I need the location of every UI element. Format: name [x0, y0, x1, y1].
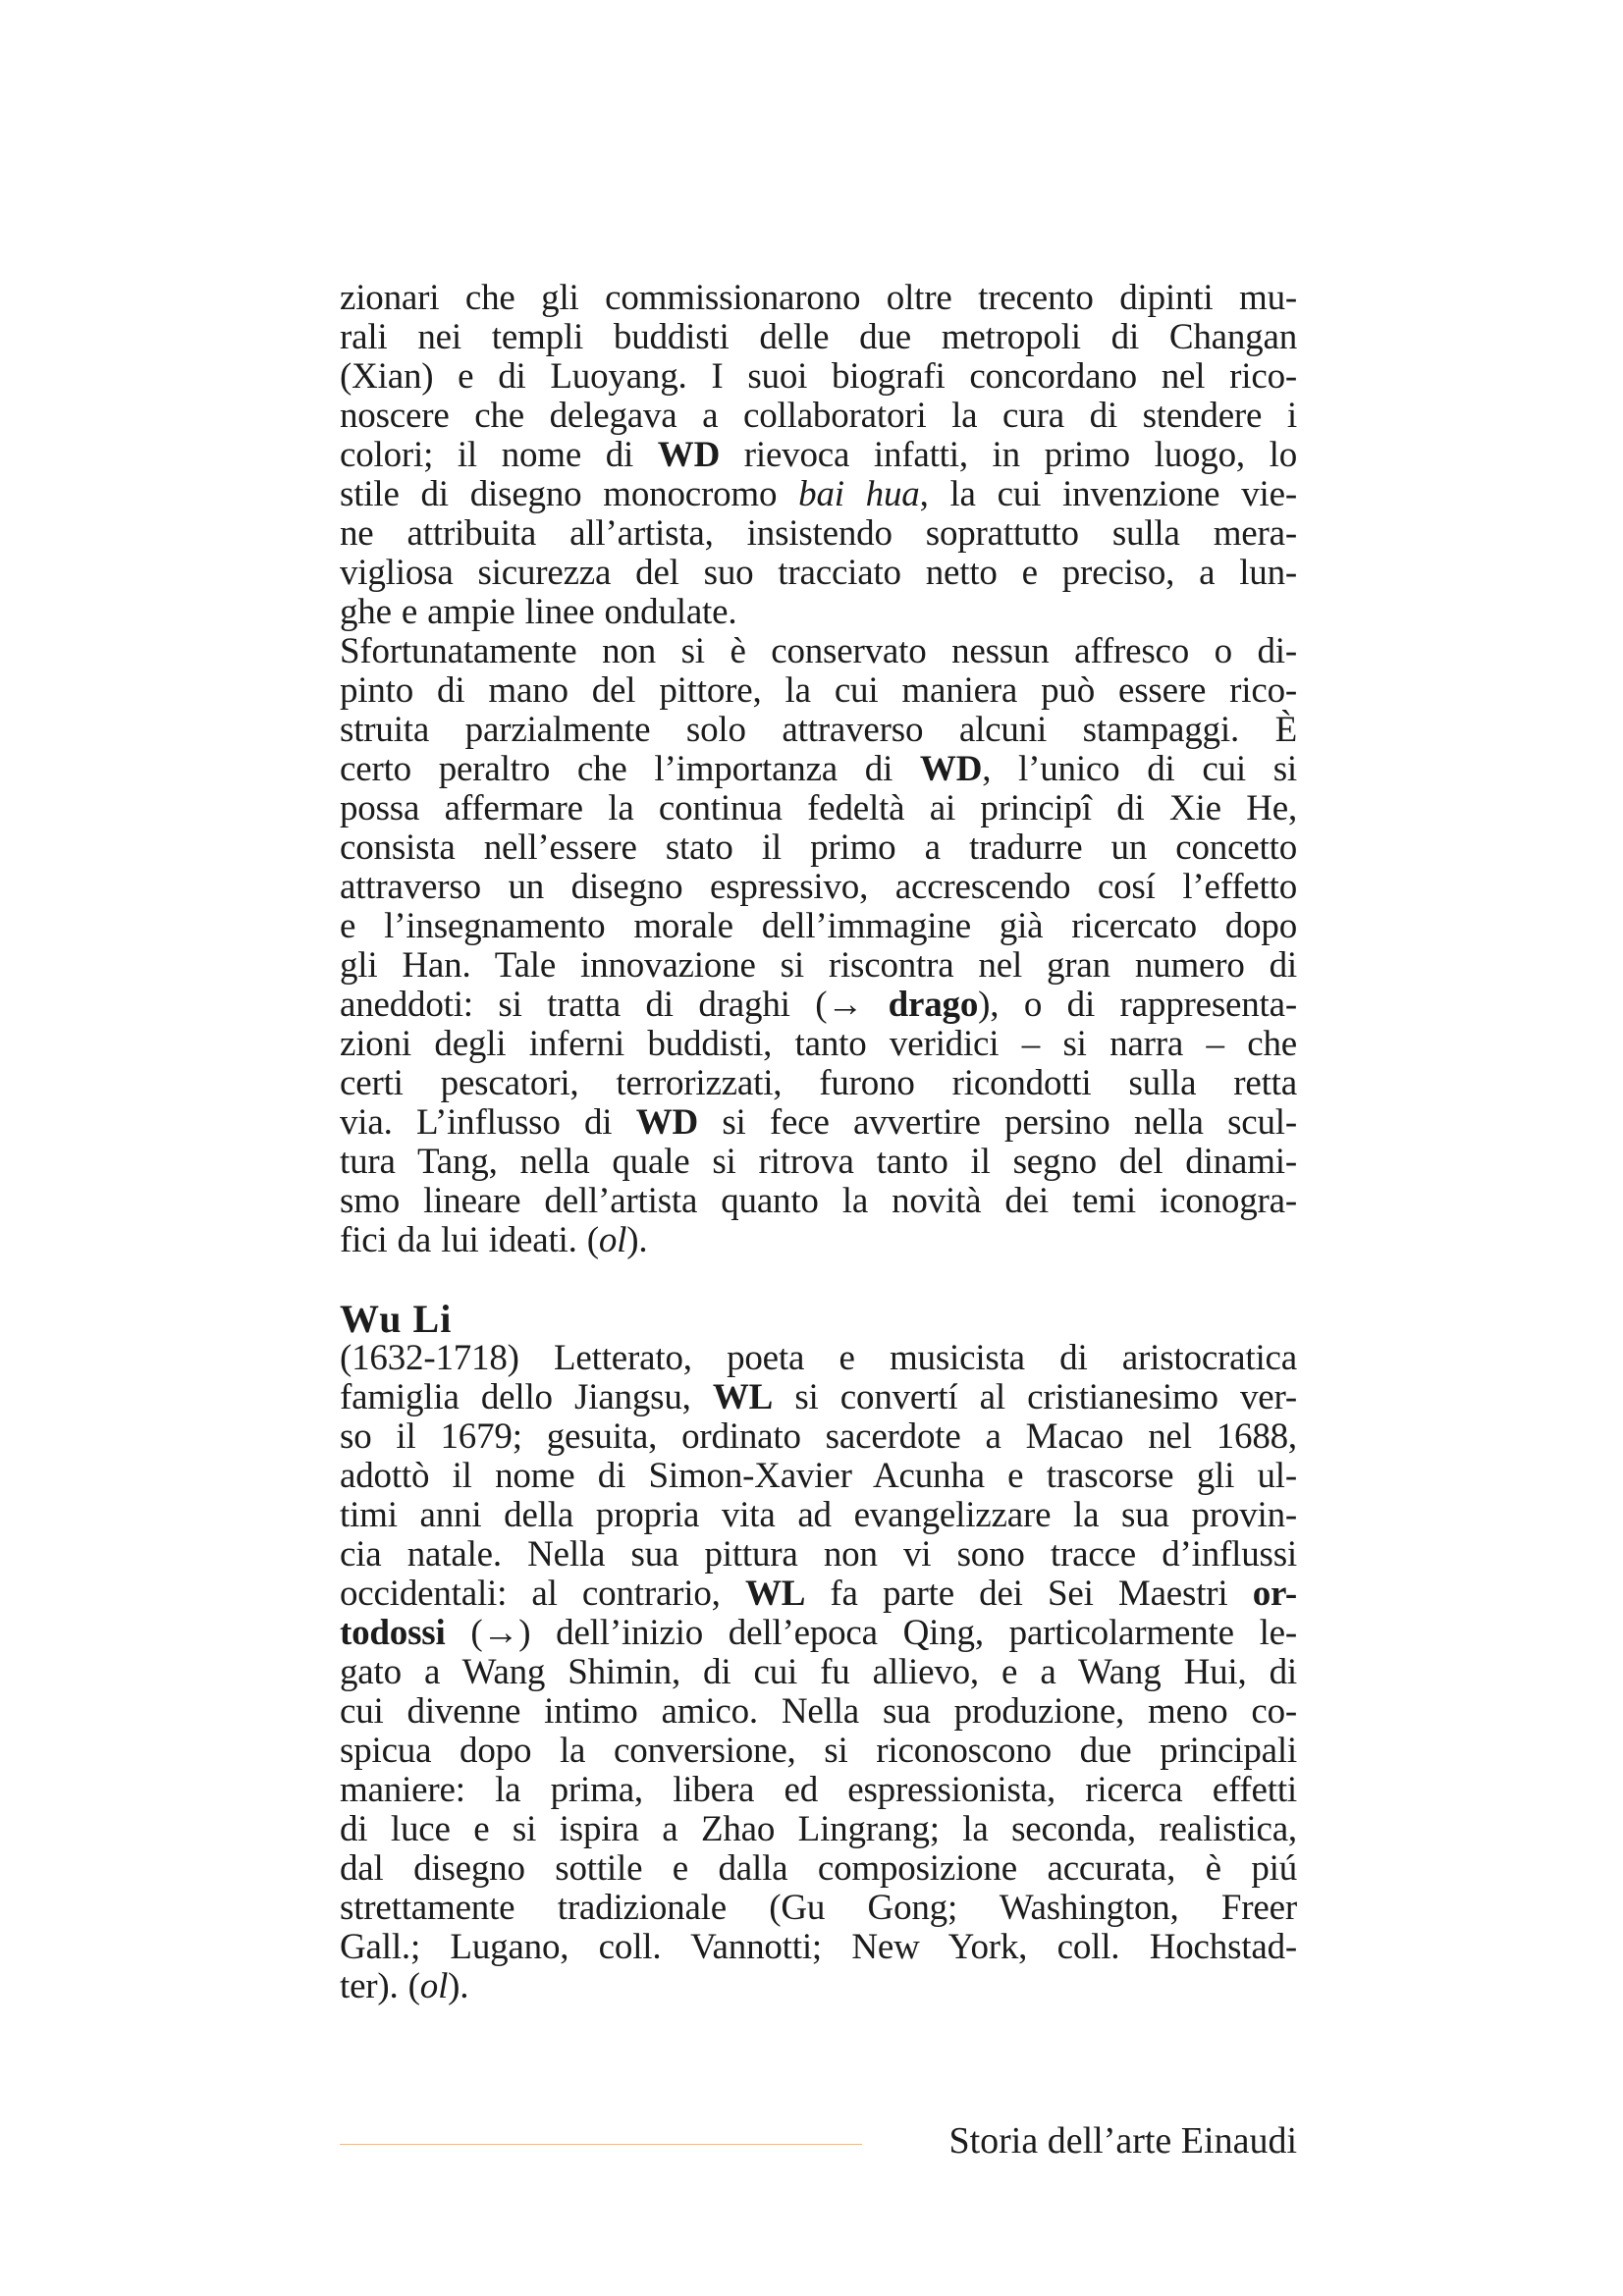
text-run: famiglia dello Jiangsu,: [340, 1377, 713, 1417]
text-line: [340, 593, 1297, 632]
text-run: , l’unico di cui si: [982, 749, 1297, 789]
entry-continued-text: [340, 279, 1297, 1260]
text-run: rievoca infatti, in primo luogo, lo: [720, 435, 1297, 475]
text-line: [340, 1457, 1297, 1496]
text-line: [340, 1496, 1297, 1535]
text-run: adottò il nome di Simon-Xavier Acunha e trascorse gli ul-: [340, 1456, 1297, 1496]
text-line: [340, 1967, 1297, 2006]
text-run: occidentali: al contrario,: [340, 1574, 745, 1614]
text-run: certo peraltro che l’importanza di: [340, 749, 920, 789]
text-run: struita parzialmente solo attraverso alcuni stampaggi. È: [340, 710, 1297, 750]
bold-text: WD: [635, 1102, 699, 1143]
text-run: (Xian) e di Luoyang. I suoi biografi concordano nel rico-: [340, 356, 1297, 397]
bold-text: drago: [888, 985, 979, 1025]
text-run: di luce e si ispira a Zhao Lingrang; la seconda, realistica,: [340, 1809, 1297, 1849]
bold-text: todossi: [340, 1613, 446, 1653]
text-run: strettamente tradizionale (Gu Gong; Washington, Freer: [340, 1888, 1297, 1928]
text-line: [340, 1221, 1297, 1260]
text-run: (→) dell’inizio dell’epoca Qing, particolarmente le-: [445, 1613, 1297, 1653]
text-run: colori; il nome di: [340, 435, 658, 475]
text-run: possa affermare la continua fedeltà ai principî di Xie He,: [340, 788, 1297, 828]
text-line: [340, 1928, 1297, 1967]
text-run: , la cui invenzione vie-: [919, 474, 1297, 514]
text-line: [340, 632, 1297, 671]
text-run: cia natale. Nella sua pittura non vi sono tracce d’influssi: [340, 1534, 1297, 1575]
text-line: [340, 986, 1297, 1025]
text-run: ne attribuita all’artista, insistendo soprattutto sulla mera-: [340, 513, 1297, 554]
text-run: si convertí al cristianesimo ver-: [773, 1377, 1297, 1417]
text-run: gato a Wang Shimin, di cui fu allievo, e a Wang Hui, di: [340, 1652, 1297, 1692]
text-run: consista nell’essere stato il primo a tradurre un concetto: [340, 828, 1297, 868]
text-line: [340, 1771, 1297, 1810]
entry-wu-li-text: [340, 1339, 1297, 2006]
text-line: [340, 671, 1297, 711]
text-run: spicua dopo la conversione, si riconoscono due principali: [340, 1731, 1297, 1771]
text-line: [340, 1417, 1297, 1457]
text-run: tura Tang, nella quale si ritrova tanto il segno del dinami-: [340, 1142, 1297, 1182]
text-run: ).: [448, 1966, 469, 2006]
bold-text: WL: [712, 1377, 774, 1417]
entry-separator: [340, 1260, 1297, 1300]
text-line: [340, 1103, 1297, 1143]
text-run: cui divenne intimo amico. Nella sua produzione, meno co-: [340, 1691, 1297, 1732]
bold-text: or-: [1252, 1574, 1297, 1614]
text-run: fici da lui ideati. (: [340, 1220, 599, 1260]
text-run: si fece avvertire persino nella scul-: [698, 1102, 1297, 1143]
text-line: [340, 1692, 1297, 1732]
text-run: zioni degli inferni buddisti, tanto veridici – si narra – che: [340, 1024, 1297, 1064]
text-line: [340, 1025, 1297, 1064]
text-run: timi anni della propria vita ad evangelizzare la sua provin-: [340, 1495, 1297, 1535]
text-run: noscere che delegava a collaboratori la cura di stendere i: [340, 396, 1297, 436]
text-run: rali nei templi buddisti delle due metropoli di Changan: [340, 317, 1297, 357]
text-line: [340, 946, 1297, 986]
text-line: [340, 1143, 1297, 1182]
text-run: pinto di mano del pittore, la cui maniera può essere rico-: [340, 670, 1297, 711]
text-line: [340, 1064, 1297, 1103]
italic-text: bai hua: [798, 474, 920, 514]
italic-text: ol: [419, 1966, 449, 2006]
text-line: [340, 868, 1297, 907]
italic-text: ol: [598, 1220, 627, 1260]
text-line: [340, 1339, 1297, 1378]
text-line: [340, 1182, 1297, 1221]
text-line: [340, 1575, 1297, 1614]
text-line: [340, 711, 1297, 750]
text-line: [340, 1378, 1297, 1417]
text-line: [340, 397, 1297, 436]
text-run: ).: [626, 1220, 648, 1260]
text-run: fa parte dei Sei Maestri: [805, 1574, 1253, 1614]
text-run: certi pescatori, terrorizzati, furono ricondotti sulla retta: [340, 1063, 1297, 1103]
text-line: [340, 1535, 1297, 1575]
text-run: zionari che gli commissionarono oltre trecento dipinti mu-: [340, 278, 1297, 318]
text-run: stile di disegno monocromo: [340, 474, 799, 514]
text-line: [340, 554, 1297, 593]
text-run: ), o di rappresenta-: [978, 985, 1297, 1025]
text-run: Gall.; Lugano, coll. Vannotti; New York, coll. Hochstad-: [340, 1927, 1297, 1967]
text-line: [340, 436, 1297, 475]
text-run: gli Han. Tale innovazione si riscontra nel gran numero di: [340, 945, 1297, 986]
text-run: aneddoti: si tratta di draghi (→: [340, 985, 889, 1025]
text-line: [340, 1810, 1297, 1849]
text-line: [340, 475, 1297, 514]
bold-text: WD: [919, 749, 983, 789]
text-line: [340, 1889, 1297, 1928]
text-line: [340, 279, 1297, 318]
text-run: ghe e ampie linee ondulate.: [340, 592, 737, 632]
text-line: [340, 828, 1297, 868]
text-line: [340, 750, 1297, 789]
text-run: so il 1679; gesuita, ordinato sacerdote a Macao nel 1688,: [340, 1416, 1297, 1457]
text-line: [340, 1653, 1297, 1692]
text-run: (1632-1718) Letterato, poeta e musicista di aristocratica: [340, 1338, 1297, 1378]
bold-text: WD: [657, 435, 721, 475]
text-line: [340, 318, 1297, 357]
footer-rule: [340, 2144, 862, 2145]
footer-publication-title: Storia dell’arte Einaudi: [948, 2120, 1297, 2162]
text-run: Sfortunatamente non si è conservato nessun affresco o di-: [340, 631, 1297, 671]
text-run: smo lineare dell’artista quanto la novità dei temi iconogra-: [340, 1181, 1297, 1221]
text-run: attraverso un disegno espressivo, accrescendo cosí l’effetto: [340, 867, 1297, 907]
text-line: [340, 514, 1297, 554]
text-run: via. L’influsso di: [340, 1102, 636, 1143]
text-run: dal disegno sottile e dalla composizione accurata, è piú: [340, 1848, 1297, 1889]
text-line: [340, 907, 1297, 946]
text-run: maniere: la prima, libera ed espressionista, ricerca effetti: [340, 1770, 1297, 1810]
text-line: [340, 1614, 1297, 1653]
text-line: [340, 357, 1297, 397]
text-line: [340, 789, 1297, 828]
text-column: [340, 279, 1297, 2006]
text-run: vigliosa sicurezza del suo tracciato netto e preciso, a lun-: [340, 553, 1297, 593]
text-run: e l’insegnamento morale dell’immagine già ricercato dopo: [340, 906, 1297, 946]
bold-text: WL: [744, 1574, 806, 1614]
text-run: ter). (: [340, 1966, 420, 2006]
page-footer: [340, 2118, 1297, 2167]
text-line: [340, 1849, 1297, 1889]
text-line: [340, 1732, 1297, 1771]
entry-heading-wu-li: Wu Li: [340, 1297, 453, 1341]
